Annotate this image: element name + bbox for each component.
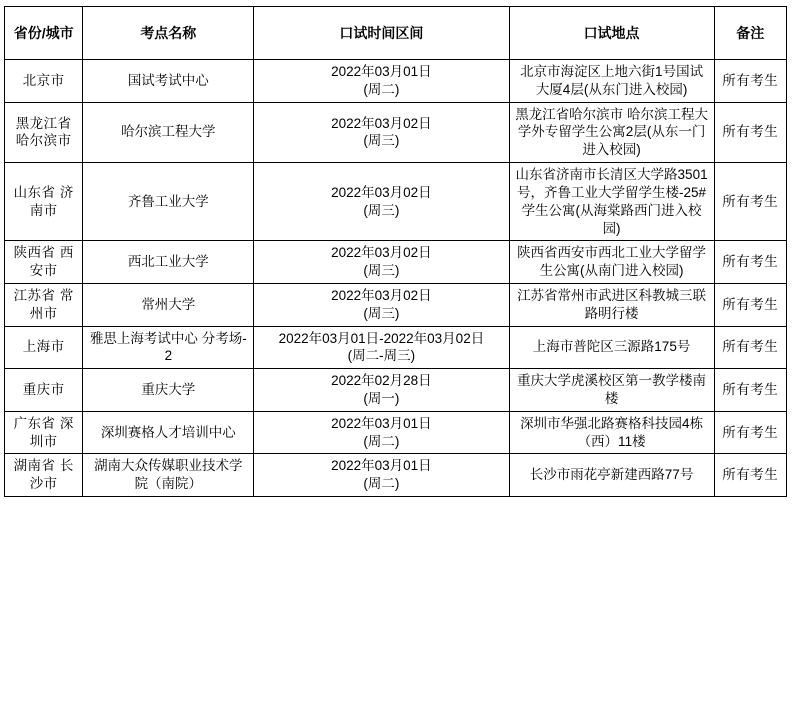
cell-time-main: 2022年03月01日 (331, 415, 432, 431)
cell-note: 所有考生 (714, 326, 786, 369)
column-header-note: 备注 (714, 7, 786, 60)
column-header-oral-place: 口试地点 (509, 7, 714, 60)
cell-site-name: 深圳赛格人才培训中心 (83, 411, 254, 454)
cell-oral-place: 黑龙江省哈尔滨市 哈尔滨工程大学外专留学生公寓2层(从东一门进入校园) (509, 102, 714, 162)
cell-oral-time-range (254, 60, 509, 103)
cell-time-weekday: (周三) (363, 305, 400, 321)
cell-oral-time-range (254, 411, 509, 454)
cell-time-weekday: (周三) (363, 202, 400, 218)
column-header-province-city: 省份/城市 (5, 7, 83, 60)
table-body (5, 60, 787, 497)
cell-note: 所有考生 (714, 369, 786, 412)
cell-note: 所有考生 (714, 163, 786, 241)
cell-time-weekday: (周二) (363, 476, 400, 492)
table-row (5, 163, 787, 241)
cell-oral-place: 山东省济南市长清区大学路3501号，齐鲁工业大学留学生楼-25#学生公寓(从海棠路西门进入校园) (509, 163, 714, 241)
cell-oral-time-range (254, 369, 509, 412)
cell-site-name: 哈尔滨工程大学 (83, 102, 254, 162)
cell-time-main: 2022年03月02日 (331, 287, 432, 303)
cell-time-weekday: (周二) (363, 433, 400, 449)
cell-note: 所有考生 (714, 60, 786, 103)
cell-province-city: 北京市 (5, 60, 83, 103)
cell-province-city: 上海市 (5, 326, 83, 369)
cell-oral-place: 北京市海淀区上地六街1号国试大厦4层(从东门进入校园) (509, 60, 714, 103)
cell-time-weekday: (周二) (363, 81, 400, 97)
cell-oral-time-range (254, 102, 509, 162)
cell-site-name: 常州大学 (83, 283, 254, 326)
cell-time-main: 2022年03月02日 (331, 115, 432, 131)
cell-site-name: 重庆大学 (83, 369, 254, 412)
column-header-oral-time-range: 口试时间区间 (254, 7, 509, 60)
table-row (5, 102, 787, 162)
cell-oral-time-range (254, 283, 509, 326)
table-row (5, 454, 787, 497)
cell-oral-place: 深圳市华强北路赛格科技园4栋（西）11楼 (509, 411, 714, 454)
cell-oral-place: 陕西省西安市西北工业大学留学生公寓(从南门进入校园) (509, 241, 714, 284)
cell-site-name: 国试考试中心 (83, 60, 254, 103)
cell-note: 所有考生 (714, 283, 786, 326)
cell-note: 所有考生 (714, 102, 786, 162)
exam-schedule-table (4, 6, 787, 497)
cell-time-main: 2022年03月01日 (331, 64, 432, 79)
table-header-row (5, 7, 787, 60)
cell-oral-place: 江苏省常州市武进区科教城三联路明行楼 (509, 283, 714, 326)
cell-time-main: 2022年02月28日 (331, 373, 432, 389)
cell-site-name: 西北工业大学 (83, 241, 254, 284)
table-header (5, 7, 787, 60)
cell-note: 所有考生 (714, 454, 786, 497)
cell-oral-time-range (254, 163, 509, 241)
cell-oral-place: 重庆大学虎溪校区第一教学楼南楼 (509, 369, 714, 412)
column-header-site-name: 考点名称 (83, 7, 254, 60)
cell-time-weekday: (周二-周三) (347, 348, 416, 364)
cell-note: 所有考生 (714, 411, 786, 454)
cell-province-city: 黑龙江省 哈尔滨市 (5, 102, 83, 162)
table-row (5, 369, 787, 412)
table-row (5, 241, 787, 284)
cell-province-city: 陕西省 西安市 (5, 241, 83, 284)
cell-time-main: 2022年03月02日 (331, 245, 432, 261)
table-row (5, 326, 787, 369)
cell-oral-place: 长沙市雨花亭新建西路77号 (509, 454, 714, 497)
cell-province-city: 江苏省 常州市 (5, 283, 83, 326)
cell-time-main: 2022年03月02日 (331, 184, 432, 200)
cell-oral-time-range (254, 454, 509, 497)
cell-note: 所有考生 (714, 241, 786, 284)
cell-time-weekday: (周三) (363, 133, 400, 149)
cell-oral-time-range (254, 241, 509, 284)
cell-oral-place: 上海市普陀区三源路175号 (509, 326, 714, 369)
cell-province-city: 广东省 深圳市 (5, 411, 83, 454)
cell-province-city: 湖南省 长沙市 (5, 454, 83, 497)
table-row (5, 283, 787, 326)
cell-site-name: 雅思上海考试中心 分考场-2 (83, 326, 254, 369)
cell-province-city: 重庆市 (5, 369, 83, 412)
cell-province-city: 山东省 济南市 (5, 163, 83, 241)
cell-time-main: 2022年03月01日-2022年03月02日 (278, 330, 485, 346)
cell-time-weekday: (周一) (363, 391, 400, 406)
cell-time-weekday: (周三) (363, 263, 400, 279)
cell-time-main: 2022年03月01日 (331, 458, 432, 474)
cell-oral-time-range (254, 326, 509, 369)
table-row (5, 411, 787, 454)
cell-site-name: 齐鲁工业大学 (83, 163, 254, 241)
table-row (5, 60, 787, 103)
cell-site-name: 湖南大众传媒职业技术学院（南院） (83, 454, 254, 497)
